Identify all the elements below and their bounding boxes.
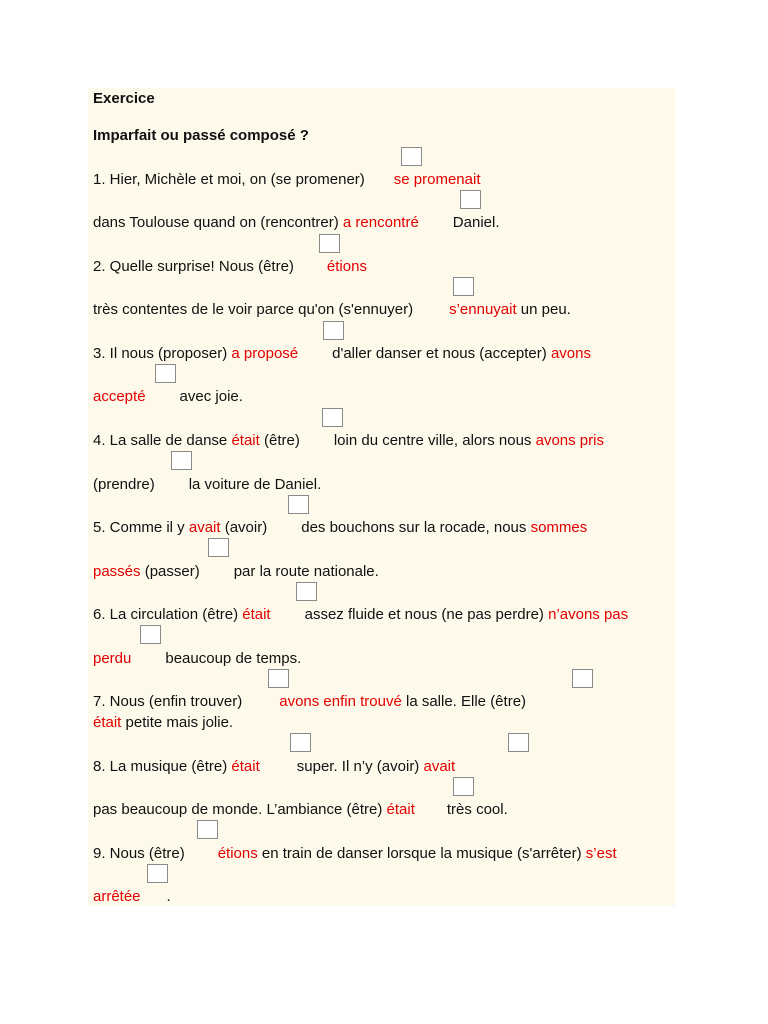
exercise-line	[93, 300, 571, 320]
answer-text: était	[231, 758, 260, 775]
answer-text: avait	[188, 519, 221, 536]
answer-text: avons pris	[535, 432, 604, 449]
answer-text: se promenait	[393, 171, 481, 188]
line-text: assez fluide et nous (ne pas perdre)	[304, 606, 544, 623]
answer-checkbox[interactable]	[508, 733, 529, 752]
answer-text: arrêtée	[93, 888, 141, 905]
answer-text: s’est	[585, 845, 617, 862]
line-text: des bouchons sur la rocade, nous	[301, 519, 527, 536]
line-text: 9. Nous (être)	[93, 845, 185, 862]
line-text: petite mais jolie.	[125, 714, 234, 731]
line-text: 4. La salle de danse	[93, 432, 228, 449]
line-text: (être)	[263, 432, 300, 449]
answer-checkbox[interactable]	[140, 625, 161, 644]
line-text: très cool.	[446, 801, 508, 818]
answer-checkbox[interactable]	[290, 733, 311, 752]
answer-checkbox[interactable]	[460, 190, 481, 209]
line-text: dans Toulouse quand on (rencontrer)	[93, 214, 339, 231]
line-text: beaucoup de temps.	[165, 650, 302, 667]
line-text: 1. Hier, Michèle et moi, on (se promener)	[93, 171, 365, 188]
exercise-line	[93, 344, 591, 364]
exercise-line	[93, 475, 321, 495]
exercise-line	[93, 649, 301, 669]
line-text: loin du centre ville, alors nous	[333, 432, 532, 449]
answer-checkbox[interactable]	[453, 277, 474, 296]
line-text: avec joie.	[179, 388, 243, 405]
exercise-subtitle: Imparfait ou passé composé ?	[93, 127, 309, 144]
line-text: un peu.	[520, 301, 571, 318]
answer-checkbox[interactable]	[453, 777, 474, 796]
answer-text: passés	[93, 563, 141, 580]
answer-text: avait	[423, 758, 456, 775]
answer-text: était	[386, 801, 415, 818]
answer-text: avons enfin trouvé	[279, 693, 402, 710]
exercise-line	[93, 692, 526, 712]
line-text: .	[166, 888, 171, 905]
exercise-line	[93, 431, 604, 451]
answer-text: étions	[326, 258, 367, 275]
exercise-line	[93, 887, 171, 907]
line-text: très contentes de le voir parce qu'on (s'ennuyer)	[93, 301, 414, 318]
answer-text: accepté	[93, 388, 146, 405]
answer-checkbox[interactable]	[319, 234, 340, 253]
exercise-line	[93, 713, 233, 733]
answer-text: était	[242, 606, 271, 623]
answer-checkbox[interactable]	[401, 147, 422, 166]
line-text: la voiture de Daniel.	[188, 476, 322, 493]
line-text: par la route nationale.	[233, 563, 379, 580]
line-text: (passer)	[144, 563, 200, 580]
answer-checkbox[interactable]	[197, 820, 218, 839]
line-text: Daniel.	[452, 214, 500, 231]
answer-text: a proposé	[231, 345, 299, 362]
answer-text: a rencontré	[342, 214, 419, 231]
answer-text: sommes	[530, 519, 588, 536]
answer-checkbox[interactable]	[268, 669, 289, 688]
exercise-line	[93, 844, 617, 864]
exercise-title: Exercice	[93, 90, 155, 107]
exercise-line	[93, 800, 508, 820]
answer-checkbox[interactable]	[171, 451, 192, 470]
line-text: d'aller danser et nous (accepter)	[332, 345, 547, 362]
answer-text: était	[93, 714, 122, 731]
answer-text: avons	[550, 345, 591, 362]
answer-checkbox[interactable]	[208, 538, 229, 557]
answer-text: n’avons pas	[548, 606, 629, 623]
line-text: 2. Quelle surprise! Nous (être)	[93, 258, 294, 275]
line-text: 8. La musique (être)	[93, 758, 228, 775]
line-text: (avoir)	[224, 519, 268, 536]
exercise-line	[93, 518, 587, 538]
exercise-line	[93, 562, 379, 582]
answer-checkbox[interactable]	[155, 364, 176, 383]
exercise-line	[93, 605, 628, 625]
line-text: pas beaucoup de monde. L’ambiance (être)	[93, 801, 383, 818]
line-text: 3. Il nous (proposer)	[93, 345, 228, 362]
answer-checkbox[interactable]	[296, 582, 317, 601]
answer-checkbox[interactable]	[147, 864, 168, 883]
answer-checkbox[interactable]	[572, 669, 593, 688]
line-text: en train de danser lorsque la musique (s'arrêter)	[261, 845, 582, 862]
answer-text: perdu	[93, 650, 132, 667]
exercise-line	[93, 257, 367, 277]
answer-text: étions	[217, 845, 258, 862]
answer-text: s’ennuyait	[449, 301, 517, 318]
answer-text: était	[231, 432, 260, 449]
line-text: la salle. Elle (être)	[405, 693, 527, 710]
exercise-line	[93, 757, 455, 777]
answer-checkbox[interactable]	[323, 321, 344, 340]
line-text: super. Il n’y (avoir)	[296, 758, 420, 775]
line-text: 6. La circulation (être)	[93, 606, 239, 623]
line-text: (prendre)	[93, 476, 155, 493]
answer-checkbox[interactable]	[288, 495, 309, 514]
line-text: 5. Comme il y	[93, 519, 185, 536]
exercise-panel	[88, 88, 675, 906]
exercise-line	[93, 170, 481, 190]
exercise-line	[93, 387, 243, 407]
exercise-line	[93, 213, 500, 233]
line-text: 7. Nous (enfin trouver)	[93, 693, 243, 710]
answer-checkbox[interactable]	[322, 408, 343, 427]
